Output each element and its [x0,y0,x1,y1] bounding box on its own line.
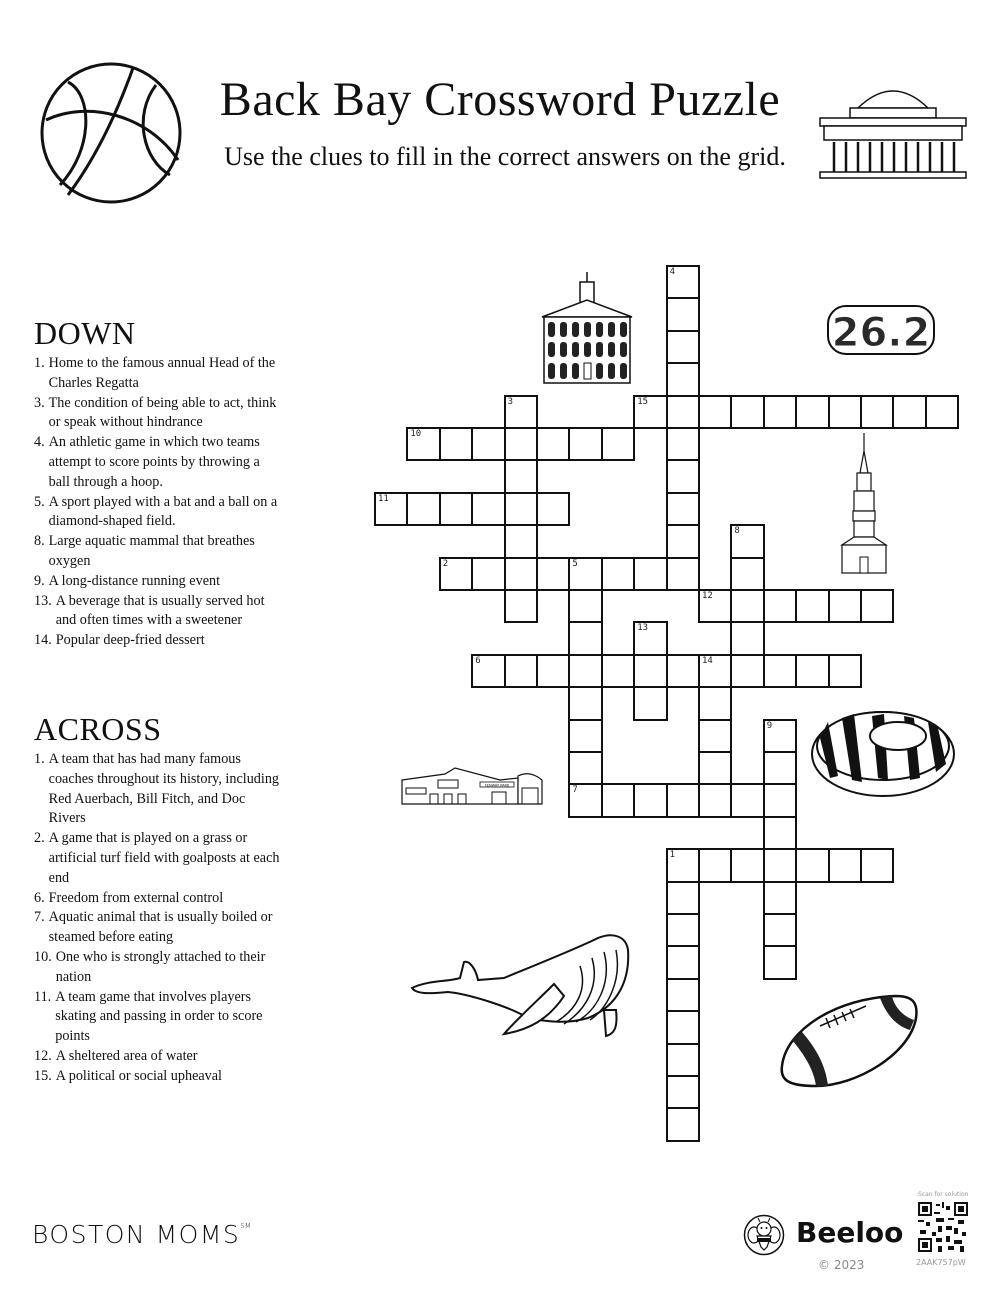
grid-cell[interactable] [763,751,797,785]
basketball-icon [38,60,184,206]
grid-cell[interactable] [925,395,959,429]
clue-number: 14 [702,655,713,666]
grid-cell[interactable] [633,395,667,429]
grid-cell[interactable] [568,654,602,688]
down-clues [34,316,284,651]
clue-number: 1 [669,850,676,861]
svg-text:FENWAY PARK: FENWAY PARK [484,783,510,788]
grid-cell[interactable] [439,557,473,591]
grid-cell[interactable] [795,395,829,429]
page-subtitle: Use the clues to fill in the correct answers on the grid. [224,142,786,171]
clue-number: 8 [734,526,740,537]
grid-cell[interactable] [666,654,700,688]
grid-cell[interactable] [763,654,797,688]
grid-cell[interactable] [828,848,862,882]
grid-cell[interactable] [763,913,797,947]
grid-cell[interactable] [698,395,732,429]
grid-cell[interactable] [763,719,797,753]
grid-cell[interactable] [633,783,667,817]
football-icon [776,990,920,1090]
grid-cell[interactable] [698,848,732,882]
grid-cell[interactable] [860,395,894,429]
grid-cell[interactable] [666,881,700,915]
grid-cell[interactable] [568,589,602,623]
grid-cell[interactable] [795,589,829,623]
mit-dome-icon [818,80,968,180]
clue-number: 9 [766,720,773,731]
marathon-26-2-badge [826,304,936,356]
qr-code[interactable] [918,1202,968,1252]
clue-number: 5 [572,558,578,569]
across-clue-1: 1. A team that has had many famous coaches throughout its history, including Red Auerbach, Bill Fitch, and Doc Rivers [34,751,280,827]
across-clue-12: 12. A sheltered area of water [34,1047,198,1064]
grid-cell[interactable] [666,265,700,299]
grid-cell[interactable] [536,427,570,461]
grid-cell[interactable] [568,427,602,461]
grid-cell[interactable] [828,654,862,688]
grid-cell[interactable] [730,621,764,655]
grid-cell[interactable] [666,783,700,817]
down-clue-8: 8. Large aquatic mammal that breathes oxygen [34,533,255,569]
grid-cell[interactable] [666,524,700,558]
faneuil-hall-icon [540,272,634,384]
old-north-church-icon [840,433,888,575]
grid-cell[interactable] [536,492,570,526]
grid-cell[interactable] [536,557,570,591]
grid-cell[interactable] [568,621,602,655]
down-clue-9: 9. A long-distance running event [34,572,221,589]
grid-cell[interactable] [439,427,473,461]
clue-number: 4 [669,267,676,277]
grid-cell[interactable] [471,654,505,688]
grid-cell[interactable] [439,492,473,526]
across-clue-6: 6. Freedom from external control [34,889,224,906]
across-clue-11: 11. A team game that involves players skating and passing in order to score points [34,988,263,1045]
grid-cell[interactable] [666,395,700,429]
grid-cell[interactable] [666,492,700,526]
grid-cell[interactable] [730,589,764,623]
down-clue-3: 3. The condition of being able to act, think or speak without hindrance [34,394,277,431]
grid-cell[interactable] [504,524,538,558]
grid-cell[interactable] [601,783,635,817]
grid-cell[interactable] [860,589,894,623]
grid-cell[interactable] [698,686,732,720]
clue-number: 12 [702,591,713,601]
grid-cell[interactable] [633,621,667,655]
boston-moms-logo: BOSTON MOMS℠ [32,1220,251,1249]
grid-cell[interactable] [730,783,764,817]
grid-cell[interactable] [666,427,700,461]
grid-cell[interactable] [666,1107,700,1141]
grid-cell[interactable] [601,654,635,688]
grid-cell[interactable] [666,1075,700,1109]
grid-cell[interactable] [730,654,764,688]
clue-number: 7 [572,785,578,796]
page-title: Back Bay Crossword Puzzle [219,73,781,126]
across-clue-2: 2. A game that is played on a grass or artificial turf field with goalposts at each end [34,830,280,886]
across-clue-7: 7. Aquatic animal that is usually boiled or steamed before eating [34,909,273,946]
down-clue-14: 14. Popular deep-fried dessert [34,632,205,649]
grid-cell[interactable] [666,978,700,1012]
grid-cell[interactable] [763,881,797,915]
grid-cell[interactable] [730,848,764,882]
grid-cell[interactable] [666,1043,700,1077]
grid-cell[interactable] [763,589,797,623]
down-clue-13: 13. A beverage that is usually served hot and often times with a sweetener [34,592,265,629]
beeloo-logo-text: Beeloo [796,1216,904,1249]
down-clue-5: 5. A sport played with a bat and a ball on a diamond-shaped field. [34,493,278,530]
grid-cell[interactable] [698,589,732,623]
grid-cell[interactable] [568,686,602,720]
grid-cell[interactable] [406,492,440,526]
grid-cell[interactable] [763,848,797,882]
clue-number: 15 [637,396,649,407]
grid-cell[interactable] [892,395,926,429]
grid-cell[interactable] [568,719,602,753]
grid-cell[interactable] [666,945,700,979]
svg-text:26.2: 26.2 [831,310,931,356]
across-clue-10: 10. One who is strongly attached to their nation [34,948,266,985]
grid-cell[interactable] [633,557,667,591]
grid-cell[interactable] [698,654,732,688]
grid-cell[interactable] [504,459,538,493]
grid-cell[interactable] [471,492,505,526]
grid-cell[interactable] [504,395,538,429]
grid-cell[interactable] [633,686,667,720]
grid-cell[interactable] [730,395,764,429]
grid-cell[interactable] [698,783,732,817]
across-clue-15: 15. A political or social upheaval [34,1067,222,1084]
grid-cell[interactable] [828,589,862,623]
grid-cell[interactable] [601,427,635,461]
grid-cell[interactable] [698,751,732,785]
down-clue-1: 1. Home to the famous annual Head of the Charles Regatta [34,355,276,391]
grid-cell[interactable] [795,848,829,882]
grid-cell[interactable] [795,654,829,688]
grid-cell[interactable] [666,1010,700,1044]
clue-number: 11 [378,493,389,504]
clue-number: 3 [507,396,514,407]
grid-cell[interactable] [504,654,538,688]
grid-cell[interactable] [860,848,894,882]
down-clue-4: 4. An athletic game in which two teams attempt to score points by throwing a ball through a hoop. [34,434,260,490]
grid-cell[interactable] [471,557,505,591]
grid-cell[interactable] [504,589,538,623]
grid-cell[interactable] [666,459,700,493]
grid-cell[interactable] [504,557,538,591]
scan-for-solution-label: Scan for solution [918,1191,969,1198]
grid-cell[interactable] [601,557,635,591]
across-clues [34,712,284,1087]
grid-cell[interactable] [666,297,700,331]
grid-cell[interactable] [568,783,602,817]
clue-number: 13 [637,623,649,634]
grid-cell[interactable] [763,395,797,429]
grid-cell[interactable] [536,654,570,688]
clue-number: 2 [442,558,449,569]
grid-cell[interactable] [568,751,602,785]
grid-cell[interactable] [666,330,700,364]
grid-cell[interactable] [666,362,700,396]
grid-cell[interactable] [763,816,797,850]
grid-cell[interactable] [633,654,667,688]
grid-cell[interactable] [406,427,440,461]
grid-cell[interactable] [568,557,602,591]
copyright: © 2023 [818,1258,865,1272]
across-heading: ACROSS [34,711,162,747]
donut-icon [808,708,958,808]
clue-number: 10 [410,429,422,439]
grid-cell[interactable] [374,492,408,526]
grid-cell[interactable] [730,557,764,591]
grid-cell[interactable] [471,427,505,461]
whale-icon [408,930,636,1040]
down-heading: DOWN [34,315,136,351]
grid-cell[interactable] [828,395,862,429]
grid-cell[interactable] [666,557,700,591]
beeloo-bee-icon [743,1214,785,1256]
grid-cell[interactable] [763,945,797,979]
grid-cell[interactable] [763,783,797,817]
grid-cell[interactable] [504,492,538,526]
grid-cell[interactable] [666,913,700,947]
clue-number: 6 [475,655,481,666]
grid-cell[interactable] [504,427,538,461]
grid-cell[interactable] [666,848,700,882]
fenway-park-icon [400,766,545,806]
grid-cell[interactable] [730,524,764,558]
puzzle-code: 2AAK757pW [916,1258,966,1267]
grid-cell[interactable] [698,719,732,753]
